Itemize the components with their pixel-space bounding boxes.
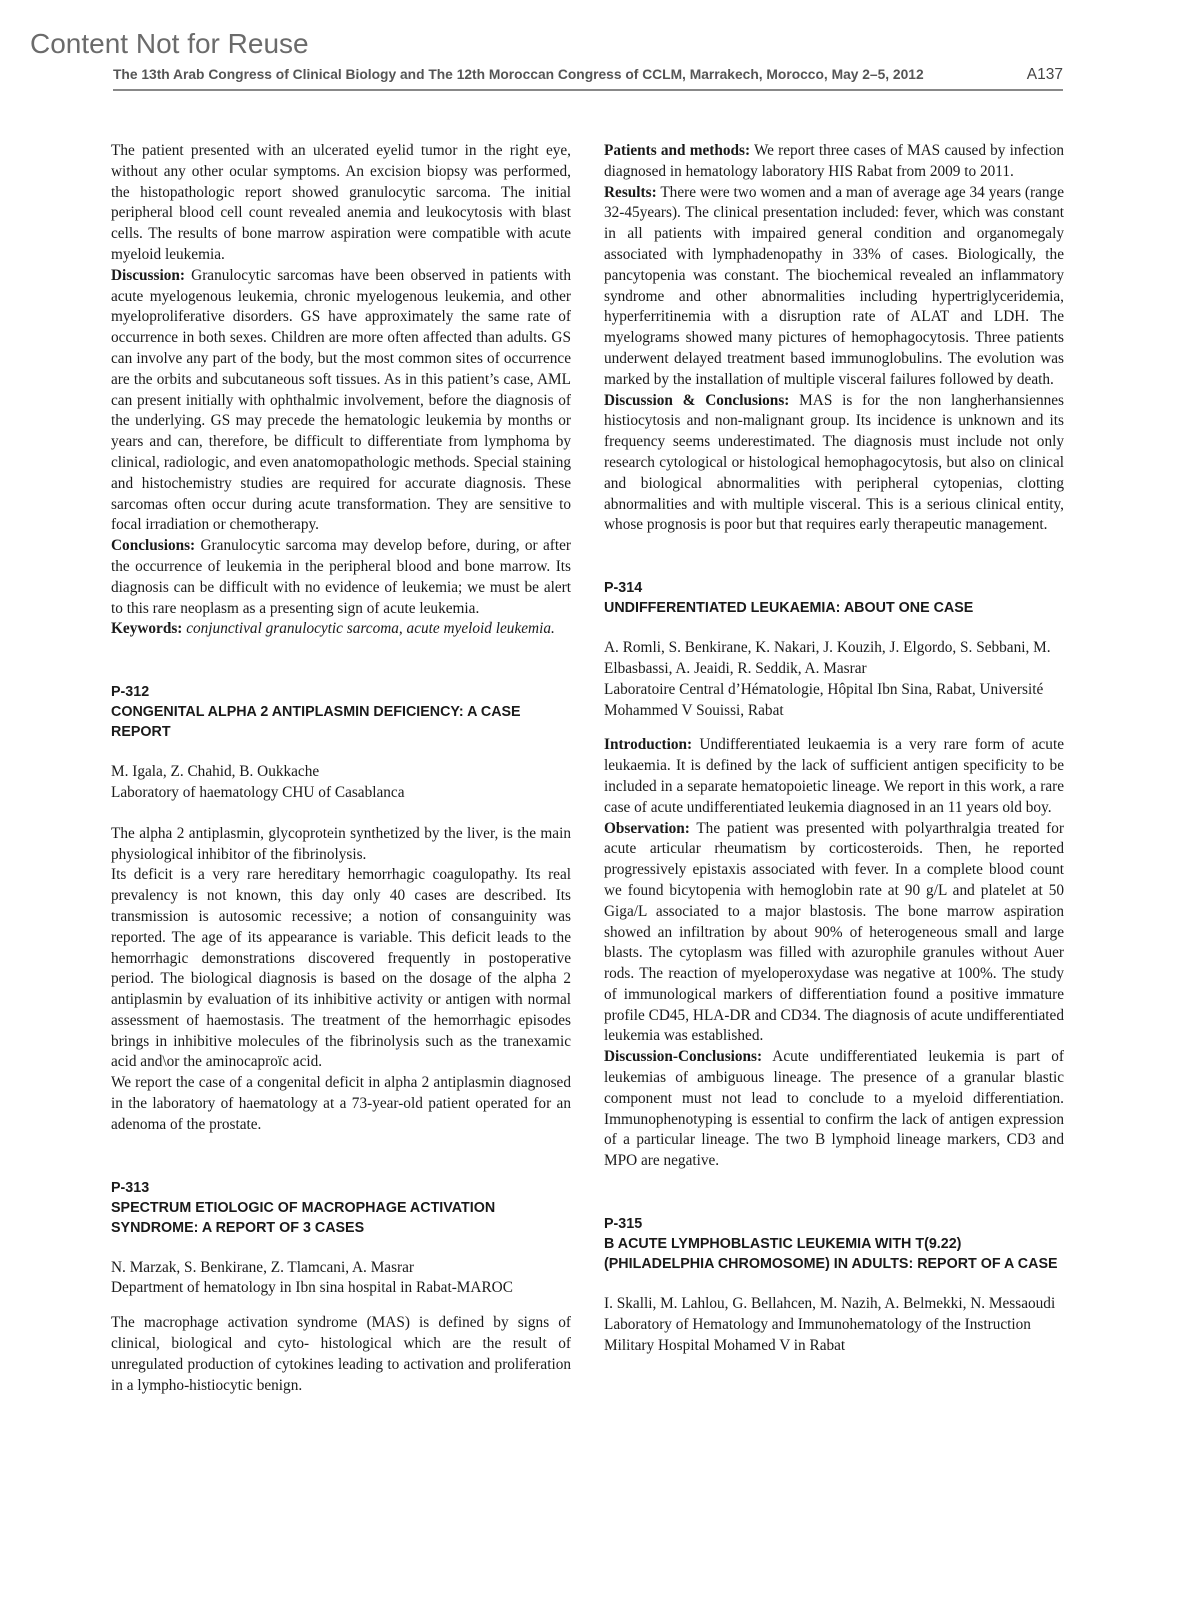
intro-paragraph: The patient presented with an ulcerated eyelid tumor in the right eye, without any other ocular symptoms. An excision biopsy was performed, the histopathologic report showed granulocytic sarcoma. The initial peripheral blood cell count revealed anemia and leukocytosis with blast cells. The results of bone marrow aspiration were compatible with acute myeloid leukemia. <box>111 142 571 263</box>
patients-methods-paragraph <box>604 141 1064 183</box>
discussion-text: Granulocytic sarcomas have been observed in patients with acute myelogenous leukemia, chronic myelogenous leukemia, and other myeloproliferative disorders. GS have approximately the same rate of occurrence in both sexes. Children are more often affected than adults. GS can involve any part of the body, but the most common sites of occurrence are the orbits and subcutaneous soft tissues. As in this patient’s case, AML can present initially with ophthalmic involvement, before the diagnosis of the underlying. GS may precede the hematologic leukemia by months or years and can, therefore, be difficult to differentiate from lymphoma by clinical, radiologic, and even anatomopathologic methods. Special staining and histochemistry studies are required for accurate diagnosis. These sarcomas often occur during acute transformation. They are sensitive to focal irradiation or chemotherapy. <box>111 266 571 534</box>
introduction-paragraph <box>604 735 1064 818</box>
keywords-label: Keywords: <box>111 620 183 638</box>
abstract-p315 <box>604 1214 1064 1356</box>
conclusions-paragraph <box>111 536 571 619</box>
abstract-authors: M. Igala, Z. Chahid, B. Oukkache <box>111 763 320 781</box>
abstract-paragraph: We report the case of a congenital deficit in alpha 2 antiplasmin diagnosed in the laboratory of haematology at a 73-year-old patient operated for an adenoma of the prostate. <box>111 1074 571 1133</box>
abstract-id: P-315 <box>604 1216 643 1233</box>
abstract-p313 <box>111 1178 571 1397</box>
results-paragraph <box>604 183 1064 391</box>
running-header <box>113 66 1063 84</box>
abstract-affiliation: Laboratory of haematology CHU of Casablanca <box>111 783 405 801</box>
abstract-id: P-313 <box>111 1179 150 1196</box>
page-number: A137 <box>1026 66 1063 83</box>
discussion-conclusions-paragraph <box>604 391 1064 537</box>
patients-methods-label: Patients and methods: <box>604 142 751 159</box>
abstract-affiliation: Laboratoire Central d’Hématologie, Hôpital Ibn Sina, Rabat, Université Mohammed V Souissi, Rabat <box>604 680 1044 719</box>
abstract-paragraph: The macrophage activation syndrome (MAS) is defined by signs of clinical, biological and cyto- histological which are the result of unregulated production of cytokines leading to activation and proliferation in a lympho-histiocytic benign. <box>111 1314 571 1394</box>
introduction-label: Introduction: <box>604 736 693 754</box>
abstract-title: UNDIFFERENTIATED LEUKAEMIA: ABOUT ONE CASE <box>604 600 974 617</box>
abstract-title: SPECTRUM ETIOLOGIC OF MACROPHAGE ACTIVATION SYNDROME: A REPORT OF 3 CASES <box>111 1199 496 1236</box>
watermark: Content Not for Reuse <box>30 28 309 59</box>
discussion-paragraph <box>111 266 571 536</box>
abstract-paragraph: Its deficit is a very rare hereditary hemorrhagic coagulopathy. Its real prevalency is not known, this day only 40 cases are described. Its transmission is autosomic recessive; a notion of consanguinity was reported. The age of its appearance is variable. This deficit leads to the hemorrhagic demonstrations discovered frequently in postoperative period. The biological diagnosis is based on the dosage of the alpha 2 antiplasmin by evaluation of its inhibitive activity or antigen with normal assessment of haemostasis. The treatment of the hemorrhagic episodes brings in inhibitive molecules of the fibrinolysis such as the tranexamic acid and\or the aminocaproïc acid. <box>111 866 571 1071</box>
discussion-conclusions-label: Discussion & Conclusions: <box>604 391 790 409</box>
discussion-conclusions-text: MAS is for the non langherhansiennes histiocytosis and non-malignant group. Its incidence is unknown and its frequency seems underestimated. The diagnosis must include not only research cytological or histological hemophagocytosis, but also on clinical and biological abnormalities with peripheral cytopenias, clotting abnormalities and with multiple visceral. This is a serious clinical entity, whose prognosis is poor but that requires early therapeutic management. <box>604 391 1065 534</box>
discussion-conclusions-text: Acute undifferentiated leukemia is part of leukemias of ambiguous lineage. The presence of a granular blastic component must not lead to conclude to a myeloid differentiation. Immunophenotyping is essential to confirm the lack of antigen expression of a particular lineage. The two B lymphoid lineage markers, CD3 and MPO are negative. <box>604 1048 1064 1170</box>
left-column <box>111 141 571 1396</box>
conclusions-text: Granulocytic sarcoma may develop before, during, or after the occurrence of leukemia in the peripheral blood and bone marrow. Its diagnosis can be difficult with no evidence of leukemia; we must be alert to this rare neoplasm as a presenting sign of acute leukemia. <box>111 537 571 617</box>
results-label: Results: <box>604 183 657 201</box>
abstract-id: P-314 <box>604 580 643 597</box>
abstract-authors: A. Romli, S. Benkirane, K. Nakari, J. Kouzih, J. Elgordo, S. Sebbani, M. Elbasbassi, A. Jeaidi, R. Seddik, A. Masrar <box>604 639 1051 677</box>
introduction-text: Undifferentiated leukaemia is a very rare form of acute leukaemia. It is defined by the lack of sufficient antigen specificity to be included in a separate hematopoietic lineage. We report in this work, a rare case of acute undifferentiated leukemia diagnosed in an 11 years old boy. <box>604 736 1064 816</box>
abstract-title: CONGENITAL ALPHA 2 ANTIPLASMIN DEFICIENCY: A CASE REPORT <box>111 704 521 741</box>
abstract-affiliation: Department of hematology in Ibn sina hospital in Rabat-MAROC <box>111 1279 513 1297</box>
abstract-affiliation: Laboratory of Hematology and Immunohematology of the Instruction Military Hospital Mohamed V in Rabat <box>604 1315 1031 1354</box>
patients-methods-text: We report three cases of MAS caused by infection diagnosed in hematology laboratory HIS Rabat from 2009 to 2011. <box>604 142 1065 180</box>
abstract-p312 <box>111 682 571 1136</box>
abstract-title: B ACUTE LYMPHOBLASTIC LEUKEMIA WITH T(9.22) (PHILADELPHIA CHROMOSOME) IN ADULTS: REPORT OF A CASE <box>604 1236 1058 1273</box>
abstract-p314 <box>604 578 1064 1172</box>
results-text: There were two women and a man of average age 34 years (range 32-45years). The clinical presentation included: fever, which was constant in all patients with impaired general condition and organomegaly associated with lymphadenopathy in 33% of cases. Biologically, the pancytopenia was constant. The biochemical revealed an inflammatory syndrome and other abnormalities including hypertriglyceridemia, hyperferritinemia with a disruption rate of ALAT and LDH. The myelograms showed many pictures of hemophagocytosis. Three patients underwent delayed treatment based immunoglobulins. The evolution was marked by the installation of multiple visceral failures followed by death. <box>604 183 1064 388</box>
discussion-conclusions-paragraph <box>604 1047 1064 1172</box>
running-title: The 13th Arab Congress of Clinical Biology and The 12th Moroccan Congress of CCLM, Marrakech, Morocco, May 2–5, 2012 <box>113 67 924 82</box>
discussion-label: Discussion: <box>111 266 185 284</box>
observation-text: The patient was presented with polyarthralgia treated for acute articular rheumatism by corticosteroids. Then, he reported progressively epistaxis associated with fever. In a complete blood count we found bicytopenia with hemoglobin rate at 90 g/L and platelet at 50 Giga/L associated to a major blastosis. The bone marrow aspiration showed an infiltration by about 90% of heterogeneous small and large blasts. The cytoplasm was filled with azurophile granules without Auer rods. The reaction of myeloperoxydase was negative at 100%. The study of immunological markers of differentiation found a positive immature profile CD45, HLA-DR and CD34. The diagnosis of acute undifferentiated leukemia was established. <box>604 819 1064 1045</box>
discussion-conclusions-label: Discussion-Conclusions: <box>604 1048 763 1066</box>
keywords-text: conjunctival granulocytic sarcoma, acute myeloid leukemia. <box>182 620 555 638</box>
observation-label: Observation: <box>604 819 690 837</box>
observation-paragraph <box>604 819 1064 1048</box>
keywords-paragraph <box>111 619 571 640</box>
right-column <box>604 141 1064 1356</box>
abstract-authors: N. Marzak, S. Benkirane, Z. Tlamcani, A. Masrar <box>111 1258 415 1276</box>
abstract-authors: I. Skalli, M. Lahlou, G. Bellahcen, M. Nazih, A. Belmekki, N. Messaoudi <box>604 1295 1056 1313</box>
abstract-paragraph: The alpha 2 antiplasmin, glycoprotein synthetized by the liver, is the main physiological inhibitor of the fibrinolysis. <box>111 824 571 863</box>
conclusions-label: Conclusions: <box>111 537 196 555</box>
header-rule <box>113 89 1063 91</box>
abstract-id: P-312 <box>111 684 150 701</box>
